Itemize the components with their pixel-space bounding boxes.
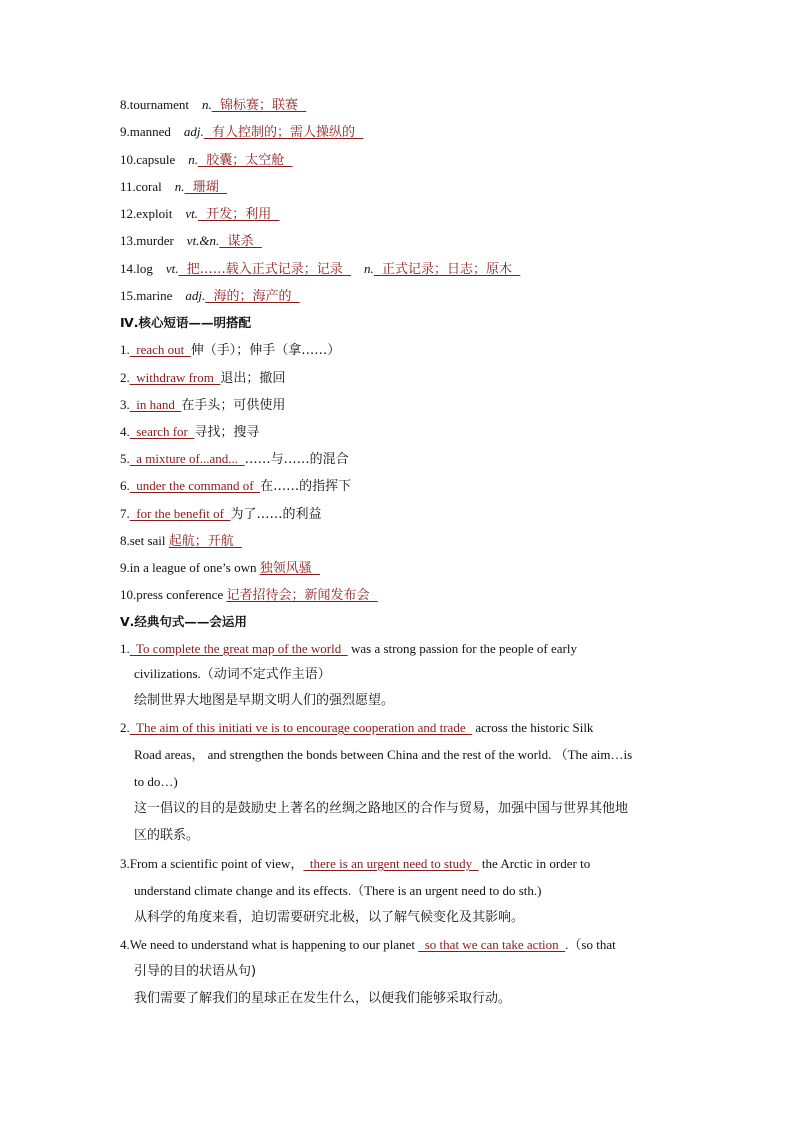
sentence-text: Road areas， and strengthen the bonds between China and the rest of the world. （The aim…is [134, 747, 633, 762]
part-of-speech: adj. [183, 124, 204, 139]
sentence-item [120, 936, 616, 954]
phrase-item [120, 450, 349, 469]
sentence-text: civilizations.（动词不定式作主语） [134, 666, 331, 681]
answer: 独领风骚 [259, 561, 320, 576]
item-number: 10.press conference [120, 587, 227, 602]
item-number: 4. [120, 424, 130, 439]
translation: 伸（手）；伸手（拿……） [190, 343, 341, 358]
vocab-item [120, 232, 262, 251]
answer: 有人控制的；需人操纵的 [203, 125, 364, 140]
item-number: 6. [120, 478, 130, 493]
part-of-speech: n. [201, 97, 212, 112]
part-of-speech: vt. [185, 206, 198, 221]
vocab-word: 11.coral [120, 179, 162, 194]
sentence-text: the Arctic in order to [478, 856, 591, 871]
sentence-text: understand climate change and its effects.（There is an urgent need to do sth.) [134, 883, 542, 898]
item-number: 2. [120, 370, 130, 385]
answer: The aim of this initiati ve is to encourage cooperation and trade [129, 720, 473, 735]
translation: ……与……的混合 [244, 452, 349, 467]
item-number: 2. [120, 720, 130, 735]
sentence-item [120, 719, 593, 737]
translation: 寻找；搜寻 [194, 425, 260, 440]
item-number: 9.in a league of one’s own [120, 560, 260, 575]
item-number: 4.We need to understand what is happening to our planet [120, 937, 419, 952]
vocab-item [120, 96, 306, 115]
sentence-text: to do…) [134, 774, 178, 789]
vocab-item [120, 123, 363, 142]
section-heading: Ⅳ.核心短语——明搭配 [120, 315, 251, 330]
phrase-item [120, 396, 285, 415]
answer: 记者招待会；新闻发布会 [226, 588, 378, 603]
item-number: 1. [120, 342, 130, 357]
part-of-speech: n. [364, 261, 374, 276]
answer: 珊瑚 [184, 180, 228, 195]
answer: so that we can take action [418, 937, 566, 952]
translation: 在手头；可供使用 [181, 398, 286, 413]
answer: a mixture of...and... [129, 451, 245, 466]
phrase-item [120, 532, 242, 551]
answer: 起航；开航 [168, 534, 243, 549]
answer: 锦标赛；联赛 [211, 98, 307, 113]
answer: under the command of [129, 478, 261, 493]
sentence-item [120, 855, 590, 873]
vocab-item [120, 151, 293, 170]
vocab-word: 13.murder [120, 233, 174, 248]
answer: To complete the great map of the world [129, 641, 348, 656]
answer: 谋杀 [219, 234, 262, 249]
vocab-word: 10.capsule [120, 152, 176, 167]
vocab-item [120, 287, 300, 306]
part-of-speech: n. [188, 152, 198, 167]
vocab-item [120, 178, 227, 197]
vocab-item [120, 205, 280, 224]
phrase-item [120, 477, 351, 496]
part-of-speech: vt.&n. [186, 233, 220, 248]
section-heading: Ⅴ.经典句式——会运用 [120, 614, 247, 629]
answer: 胶囊；太空舱 [197, 153, 293, 168]
translation: 区的联系。 [134, 828, 200, 843]
answer: in hand [129, 397, 182, 412]
translation: 退出；撤回 [220, 371, 286, 386]
phrase-item [120, 586, 378, 605]
item-number: 3.From a scientific point of view， [120, 856, 304, 871]
part-of-speech: adj. [185, 288, 206, 303]
answer: search for [129, 424, 195, 439]
item-number: 5. [120, 451, 130, 466]
answer: 正式记录；日志；原木 [373, 262, 521, 277]
item-number: 1. [120, 641, 130, 656]
sentence-text: was a strong passion for the people of early [347, 641, 577, 656]
part-of-speech: n. [174, 179, 185, 194]
translation: 这一倡议的目的是鼓励史上著名的丝绸之路地区的合作与贸易，加强中国与世界其他地 [134, 801, 629, 816]
answer: 海的；海产的 [205, 289, 300, 304]
vocab-word: 8.tournament [120, 97, 189, 112]
item-number: 3. [120, 397, 130, 412]
translation: 为了……的利益 [230, 507, 322, 522]
translation: 我们需要了解我们的星球正在发生什么，以便我们能够采取行动。 [134, 991, 512, 1006]
phrase-item [120, 505, 321, 524]
phrase-item [120, 341, 340, 360]
vocab-item [120, 260, 520, 279]
vocab-word: 14.log [120, 261, 153, 276]
sentence-text: across the historic Silk [472, 720, 594, 735]
item-number: 8.set sail [120, 533, 169, 548]
answer: withdraw from [129, 370, 221, 385]
answer: there is an urgent need to study [303, 856, 479, 871]
answer: for the benefit of [129, 506, 231, 521]
vocab-word: 9.manned [120, 124, 171, 139]
answer: 把……载入正式记录；记录 [178, 262, 352, 277]
sentence-text: .（so that [565, 937, 616, 952]
part-of-speech: vt. [165, 261, 179, 276]
vocab-word: 15.marine [120, 288, 173, 303]
phrase-item [120, 369, 285, 388]
phrase-item [120, 423, 259, 442]
vocab-word: 12.exploit [120, 206, 173, 221]
translation: 在……的指挥下 [260, 479, 352, 494]
translation: 绘制世界大地图是早期文明人们的强烈愿望。 [134, 693, 395, 708]
sentence-text: 引导的目的状语从句) [134, 964, 257, 979]
answer: 开发；利用 [198, 207, 280, 222]
item-number: 7. [120, 506, 130, 521]
translation: 从科学的角度来看，迫切需要研究北极，以了解气候变化及其影响。 [134, 910, 525, 925]
answer: reach out [129, 342, 191, 357]
sentence-item [120, 640, 577, 658]
phrase-item [120, 559, 320, 578]
